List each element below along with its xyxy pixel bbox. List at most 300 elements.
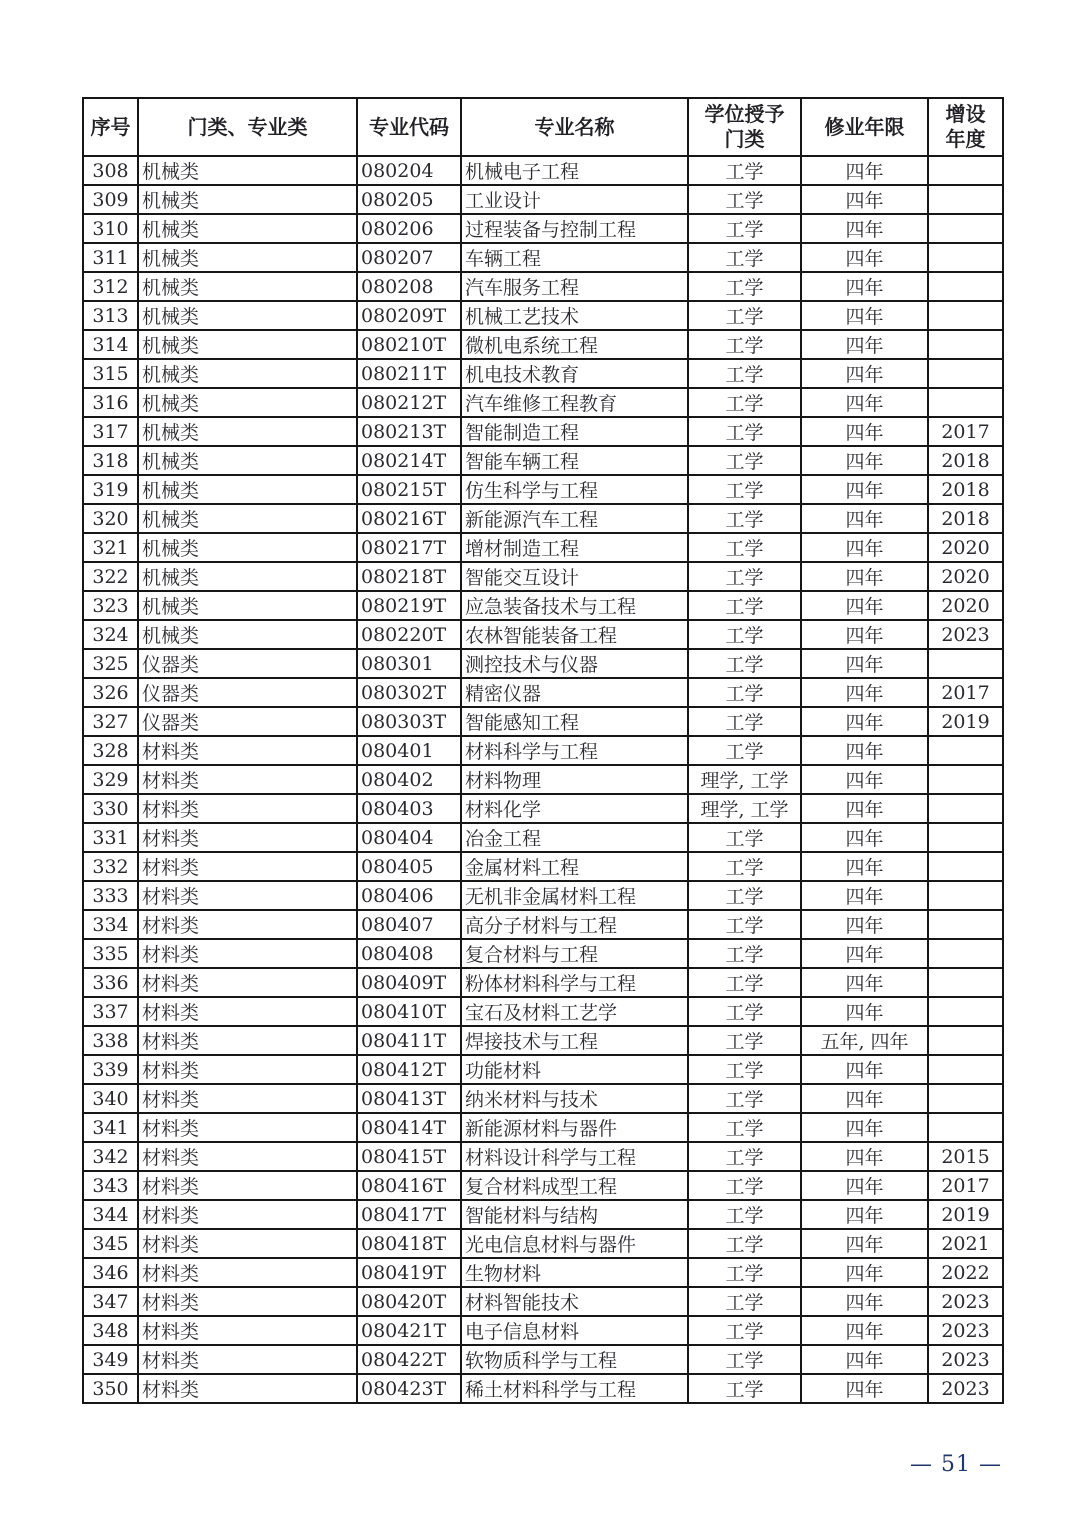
cell-code: 080303T: [357, 707, 461, 736]
table-row: [83, 1200, 1003, 1229]
cell-code: 080401: [357, 736, 461, 765]
cell-category: 材料类: [138, 823, 357, 852]
cell-index: 347: [83, 1287, 138, 1316]
cell-code: 080420T: [357, 1287, 461, 1316]
cell-name: 新能源材料与器件: [461, 1113, 688, 1142]
cell-added: 2020: [928, 591, 1003, 620]
cell-years: 四年: [801, 707, 928, 736]
cell-index: 337: [83, 997, 138, 1026]
cell-code: 080422T: [357, 1345, 461, 1374]
cell-index: 328: [83, 736, 138, 765]
table-row: [83, 1258, 1003, 1287]
cell-name: 新能源汽车工程: [461, 504, 688, 533]
cell-added: [928, 765, 1003, 794]
cell-index: 335: [83, 939, 138, 968]
cell-added: [928, 910, 1003, 939]
cell-degree: 工学: [688, 1374, 801, 1403]
cell-name: 智能制造工程: [461, 417, 688, 446]
cell-years: 四年: [801, 1374, 928, 1403]
cell-added: [928, 156, 1003, 185]
cell-years: 四年: [801, 1084, 928, 1113]
cell-code: 080219T: [357, 591, 461, 620]
cell-years: 四年: [801, 968, 928, 997]
cell-added: [928, 1026, 1003, 1055]
cell-name: 材料科学与工程: [461, 736, 688, 765]
table-row: [83, 1316, 1003, 1345]
cell-degree: 工学: [688, 852, 801, 881]
cell-category: 材料类: [138, 881, 357, 910]
cell-index: 314: [83, 330, 138, 359]
cell-category: 材料类: [138, 736, 357, 765]
cell-name: 光电信息材料与器件: [461, 1229, 688, 1258]
table-row: [83, 1084, 1003, 1113]
cell-index: 343: [83, 1171, 138, 1200]
cell-code: 080407: [357, 910, 461, 939]
cell-added: 2023: [928, 620, 1003, 649]
cell-added: 2017: [928, 678, 1003, 707]
cell-degree: 工学: [688, 504, 801, 533]
cell-name: 汽车维修工程教育: [461, 388, 688, 417]
cell-category: 材料类: [138, 939, 357, 968]
cell-index: 338: [83, 1026, 138, 1055]
cell-index: 329: [83, 765, 138, 794]
majors-table: [82, 97, 1004, 1404]
cell-category: 材料类: [138, 1345, 357, 1374]
cell-degree: 工学: [688, 678, 801, 707]
cell-years: 四年: [801, 823, 928, 852]
cell-added: [928, 968, 1003, 997]
cell-degree: 工学: [688, 1258, 801, 1287]
cell-name: 测控技术与仪器: [461, 649, 688, 678]
cell-index: 331: [83, 823, 138, 852]
table-row: [83, 1055, 1003, 1084]
cell-category: 机械类: [138, 243, 357, 272]
cell-code: 080410T: [357, 997, 461, 1026]
cell-category: 机械类: [138, 388, 357, 417]
cell-degree: 工学: [688, 301, 801, 330]
cell-years: 四年: [801, 1171, 928, 1200]
cell-index: 316: [83, 388, 138, 417]
header-added-line1: 增设: [945, 102, 986, 126]
table-row: [83, 1171, 1003, 1200]
cell-name: 机电技术教育: [461, 359, 688, 388]
cell-code: 080211T: [357, 359, 461, 388]
cell-category: 材料类: [138, 910, 357, 939]
header-row: [83, 98, 1003, 156]
cell-index: 342: [83, 1142, 138, 1171]
cell-degree: 工学: [688, 1171, 801, 1200]
table-row: [83, 1287, 1003, 1316]
cell-added: [928, 388, 1003, 417]
cell-category: 机械类: [138, 446, 357, 475]
table-row: [83, 1374, 1003, 1403]
header-years: 修业年限: [801, 98, 928, 156]
cell-added: [928, 852, 1003, 881]
cell-name: 仿生科学与工程: [461, 475, 688, 504]
table-row: [83, 649, 1003, 678]
cell-code: 080215T: [357, 475, 461, 504]
cell-years: 四年: [801, 359, 928, 388]
cell-name: 机械电子工程: [461, 156, 688, 185]
cell-added: [928, 243, 1003, 272]
majors-table-container: [82, 97, 1002, 1404]
cell-index: 322: [83, 562, 138, 591]
table-row: [83, 736, 1003, 765]
cell-category: 机械类: [138, 272, 357, 301]
cell-years: 四年: [801, 1229, 928, 1258]
cell-name: 材料智能技术: [461, 1287, 688, 1316]
cell-name: 农林智能装备工程: [461, 620, 688, 649]
cell-category: 机械类: [138, 156, 357, 185]
header-name: 专业名称: [461, 98, 688, 156]
cell-added: 2015: [928, 1142, 1003, 1171]
table-row: [83, 997, 1003, 1026]
cell-degree: 工学: [688, 214, 801, 243]
cell-degree: 工学: [688, 1113, 801, 1142]
cell-code: 080403: [357, 794, 461, 823]
cell-added: [928, 881, 1003, 910]
cell-added: [928, 736, 1003, 765]
cell-added: 2023: [928, 1287, 1003, 1316]
cell-added: [928, 359, 1003, 388]
cell-name: 冶金工程: [461, 823, 688, 852]
cell-category: 机械类: [138, 562, 357, 591]
cell-index: 339: [83, 1055, 138, 1084]
cell-years: 四年: [801, 1345, 928, 1374]
table-row: [83, 852, 1003, 881]
cell-code: 080216T: [357, 504, 461, 533]
cell-code: 080214T: [357, 446, 461, 475]
cell-years: 四年: [801, 156, 928, 185]
cell-category: 机械类: [138, 330, 357, 359]
cell-degree: 工学: [688, 939, 801, 968]
cell-code: 080404: [357, 823, 461, 852]
cell-years: 四年: [801, 562, 928, 591]
table-row: [83, 243, 1003, 272]
cell-degree: 工学: [688, 388, 801, 417]
cell-category: 材料类: [138, 1200, 357, 1229]
cell-degree: 工学: [688, 475, 801, 504]
cell-code: 080204: [357, 156, 461, 185]
cell-degree: 工学: [688, 620, 801, 649]
cell-category: 机械类: [138, 185, 357, 214]
cell-added: 2023: [928, 1374, 1003, 1403]
cell-added: 2021: [928, 1229, 1003, 1258]
cell-added: 2022: [928, 1258, 1003, 1287]
cell-years: 四年: [801, 533, 928, 562]
cell-index: 313: [83, 301, 138, 330]
cell-index: 341: [83, 1113, 138, 1142]
cell-name: 纳米材料与技术: [461, 1084, 688, 1113]
cell-years: 四年: [801, 881, 928, 910]
cell-category: 仪器类: [138, 678, 357, 707]
cell-added: 2020: [928, 562, 1003, 591]
cell-index: 321: [83, 533, 138, 562]
header-degree-line2: 门类: [724, 127, 765, 151]
table-row: [83, 272, 1003, 301]
cell-category: 机械类: [138, 359, 357, 388]
cell-degree: 工学: [688, 533, 801, 562]
cell-degree: 工学: [688, 272, 801, 301]
cell-degree: 工学: [688, 997, 801, 1026]
cell-index: 315: [83, 359, 138, 388]
cell-years: 四年: [801, 1287, 928, 1316]
cell-years: 四年: [801, 1142, 928, 1171]
cell-name: 功能材料: [461, 1055, 688, 1084]
cell-name: 材料设计科学与工程: [461, 1142, 688, 1171]
cell-code: 080213T: [357, 417, 461, 446]
cell-years: 四年: [801, 214, 928, 243]
cell-degree: 工学: [688, 1026, 801, 1055]
cell-index: 326: [83, 678, 138, 707]
cell-years: 四年: [801, 475, 928, 504]
cell-category: 机械类: [138, 301, 357, 330]
cell-added: [928, 214, 1003, 243]
cell-code: 080421T: [357, 1316, 461, 1345]
cell-degree: 工学: [688, 1200, 801, 1229]
cell-added: [928, 997, 1003, 1026]
cell-added: 2018: [928, 475, 1003, 504]
cell-name: 材料化学: [461, 794, 688, 823]
cell-category: 材料类: [138, 1229, 357, 1258]
cell-years: 四年: [801, 794, 928, 823]
cell-years: 四年: [801, 185, 928, 214]
cell-degree: 工学: [688, 910, 801, 939]
cell-degree: 工学: [688, 1345, 801, 1374]
cell-code: 080406: [357, 881, 461, 910]
cell-name: 粉体材料科学与工程: [461, 968, 688, 997]
cell-category: 机械类: [138, 417, 357, 446]
cell-name: 生物材料: [461, 1258, 688, 1287]
cell-name: 软物质科学与工程: [461, 1345, 688, 1374]
header-degree-line1: 学位授予: [704, 102, 785, 126]
cell-degree: 工学: [688, 243, 801, 272]
cell-added: [928, 1113, 1003, 1142]
cell-category: 仪器类: [138, 649, 357, 678]
cell-category: 材料类: [138, 1287, 357, 1316]
cell-name: 机械工艺技术: [461, 301, 688, 330]
cell-years: 四年: [801, 765, 928, 794]
cell-name: 电子信息材料: [461, 1316, 688, 1345]
table-row: [83, 1229, 1003, 1258]
cell-degree: 工学: [688, 881, 801, 910]
cell-years: 四年: [801, 620, 928, 649]
cell-index: 320: [83, 504, 138, 533]
cell-category: 材料类: [138, 1026, 357, 1055]
cell-name: 工业设计: [461, 185, 688, 214]
cell-code: 080218T: [357, 562, 461, 591]
cell-name: 增材制造工程: [461, 533, 688, 562]
cell-name: 微机电系统工程: [461, 330, 688, 359]
cell-degree: 工学: [688, 417, 801, 446]
table-row: [83, 156, 1003, 185]
cell-category: 材料类: [138, 1084, 357, 1113]
cell-added: [928, 939, 1003, 968]
table-row: [83, 388, 1003, 417]
cell-code: 080418T: [357, 1229, 461, 1258]
cell-years: 四年: [801, 939, 928, 968]
cell-added: [928, 272, 1003, 301]
cell-category: 机械类: [138, 504, 357, 533]
cell-code: 080206: [357, 214, 461, 243]
cell-code: 080419T: [357, 1258, 461, 1287]
table-body: [83, 156, 1003, 1403]
cell-years: 四年: [801, 1316, 928, 1345]
cell-years: 四年: [801, 446, 928, 475]
header-category: 门类、专业类: [138, 98, 357, 156]
cell-category: 材料类: [138, 852, 357, 881]
cell-index: 346: [83, 1258, 138, 1287]
table-row: [83, 1142, 1003, 1171]
cell-added: 2019: [928, 1200, 1003, 1229]
cell-degree: 工学: [688, 1142, 801, 1171]
cell-category: 机械类: [138, 620, 357, 649]
cell-years: 四年: [801, 649, 928, 678]
cell-code: 080413T: [357, 1084, 461, 1113]
table-row: [83, 446, 1003, 475]
cell-code: 080423T: [357, 1374, 461, 1403]
cell-name: 稀土材料科学与工程: [461, 1374, 688, 1403]
cell-index: 308: [83, 156, 138, 185]
cell-index: 350: [83, 1374, 138, 1403]
cell-name: 复合材料与工程: [461, 939, 688, 968]
table-row: [83, 1026, 1003, 1055]
cell-index: 318: [83, 446, 138, 475]
cell-degree: 工学: [688, 968, 801, 997]
cell-degree: 工学: [688, 1229, 801, 1258]
cell-degree: 工学: [688, 446, 801, 475]
page-number: — 51 —: [910, 1452, 1002, 1477]
table-row: [83, 939, 1003, 968]
cell-degree: 工学: [688, 185, 801, 214]
header-index: 序号: [83, 98, 138, 156]
cell-code: 080415T: [357, 1142, 461, 1171]
cell-name: 应急装备技术与工程: [461, 591, 688, 620]
cell-index: 323: [83, 591, 138, 620]
cell-index: 310: [83, 214, 138, 243]
cell-code: 080405: [357, 852, 461, 881]
cell-index: 330: [83, 794, 138, 823]
cell-code: 080207: [357, 243, 461, 272]
cell-code: 080212T: [357, 388, 461, 417]
cell-years: 四年: [801, 1200, 928, 1229]
cell-degree: 工学: [688, 736, 801, 765]
cell-index: 312: [83, 272, 138, 301]
cell-added: 2018: [928, 504, 1003, 533]
cell-name: 金属材料工程: [461, 852, 688, 881]
cell-years: 四年: [801, 852, 928, 881]
cell-added: 2018: [928, 446, 1003, 475]
cell-name: 汽车服务工程: [461, 272, 688, 301]
cell-degree: 工学: [688, 562, 801, 591]
cell-name: 智能材料与结构: [461, 1200, 688, 1229]
table-row: [83, 533, 1003, 562]
cell-name: 宝石及材料工艺学: [461, 997, 688, 1026]
cell-category: 机械类: [138, 591, 357, 620]
cell-name: 智能车辆工程: [461, 446, 688, 475]
cell-code: 080417T: [357, 1200, 461, 1229]
table-row: [83, 910, 1003, 939]
cell-code: 080220T: [357, 620, 461, 649]
cell-name: 智能交互设计: [461, 562, 688, 591]
cell-category: 机械类: [138, 475, 357, 504]
header-added: [928, 98, 1003, 156]
cell-category: 仪器类: [138, 707, 357, 736]
cell-added: [928, 330, 1003, 359]
cell-index: 317: [83, 417, 138, 446]
table-row: [83, 185, 1003, 214]
cell-added: 2023: [928, 1316, 1003, 1345]
cell-years: 四年: [801, 272, 928, 301]
table-row: [83, 591, 1003, 620]
table-row: [83, 475, 1003, 504]
cell-code: 080205: [357, 185, 461, 214]
cell-category: 材料类: [138, 997, 357, 1026]
cell-index: 334: [83, 910, 138, 939]
table-row: [83, 504, 1003, 533]
cell-category: 材料类: [138, 1055, 357, 1084]
cell-degree: 工学: [688, 156, 801, 185]
cell-code: 080414T: [357, 1113, 461, 1142]
cell-index: 319: [83, 475, 138, 504]
cell-years: 四年: [801, 997, 928, 1026]
cell-name: 智能感知工程: [461, 707, 688, 736]
table-row: [83, 359, 1003, 388]
cell-added: [928, 301, 1003, 330]
cell-degree: 工学: [688, 649, 801, 678]
cell-index: 311: [83, 243, 138, 272]
cell-degree: 工学: [688, 591, 801, 620]
header-added-line2: 年度: [945, 127, 986, 151]
cell-degree: 工学: [688, 823, 801, 852]
cell-code: 080302T: [357, 678, 461, 707]
cell-category: 材料类: [138, 1142, 357, 1171]
cell-added: 2017: [928, 1171, 1003, 1200]
cell-years: 四年: [801, 1258, 928, 1287]
cell-code: 080217T: [357, 533, 461, 562]
cell-code: 080210T: [357, 330, 461, 359]
cell-index: 327: [83, 707, 138, 736]
table-row: [83, 562, 1003, 591]
cell-name: 复合材料成型工程: [461, 1171, 688, 1200]
cell-name: 精密仪器: [461, 678, 688, 707]
table-row: [83, 301, 1003, 330]
cell-years: 四年: [801, 678, 928, 707]
cell-added: 2019: [928, 707, 1003, 736]
cell-name: 焊接技术与工程: [461, 1026, 688, 1055]
cell-years: 五年, 四年: [801, 1026, 928, 1055]
cell-years: 四年: [801, 417, 928, 446]
cell-years: 四年: [801, 591, 928, 620]
cell-years: 四年: [801, 1055, 928, 1084]
cell-category: 材料类: [138, 1316, 357, 1345]
cell-added: [928, 649, 1003, 678]
cell-added: 2017: [928, 417, 1003, 446]
table-row: [83, 1113, 1003, 1142]
cell-index: 325: [83, 649, 138, 678]
cell-index: 349: [83, 1345, 138, 1374]
cell-degree: 工学: [688, 1316, 801, 1345]
cell-index: 324: [83, 620, 138, 649]
cell-index: 336: [83, 968, 138, 997]
cell-code: 080416T: [357, 1171, 461, 1200]
cell-code: 080209T: [357, 301, 461, 330]
table-row: [83, 330, 1003, 359]
cell-added: [928, 1055, 1003, 1084]
cell-name: 材料物理: [461, 765, 688, 794]
cell-code: 080402: [357, 765, 461, 794]
table-row: [83, 620, 1003, 649]
